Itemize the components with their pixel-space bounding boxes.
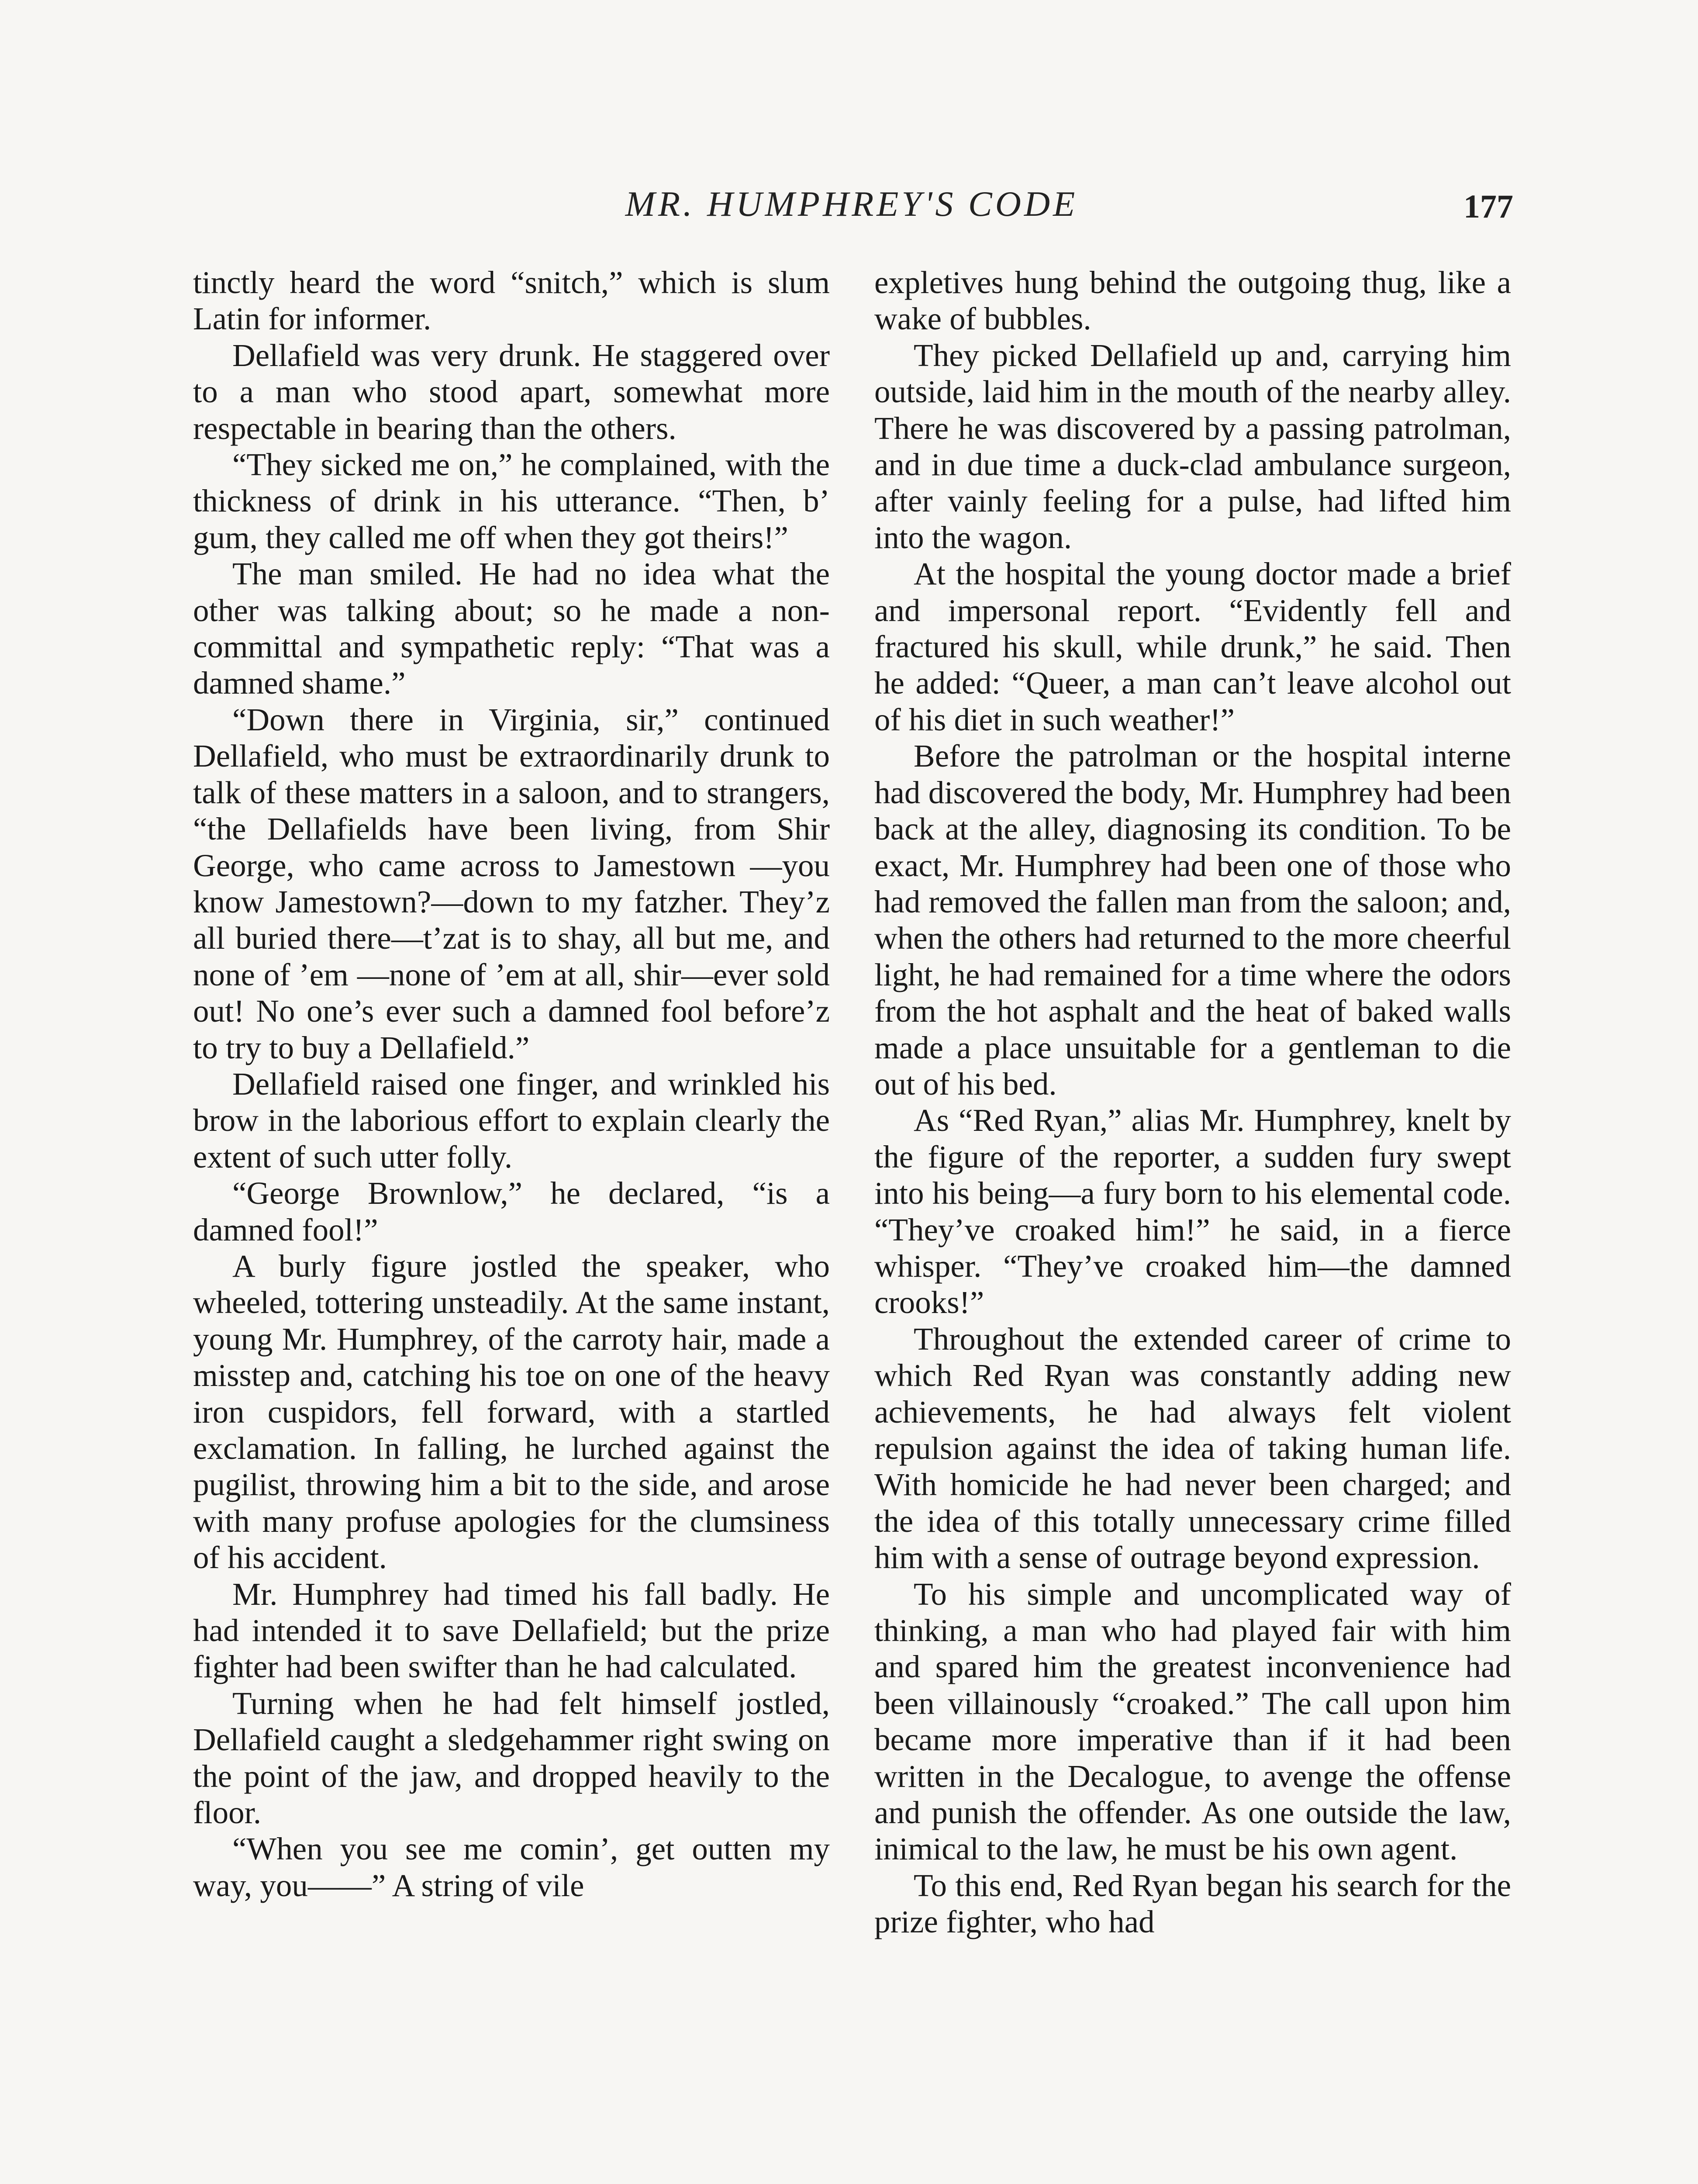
paragraph: Throughout the extended career of crime to which Red Ryan was constantly adding new achievements, he had always felt violent repulsion against the idea of taking human life. With homicide he had never been charged; and the idea of this totally unnecessary crime filled him with a sense of outrage beyond expression. xyxy=(874,1321,1511,1576)
paragraph: They picked Dellafield up and, carrying him outside, laid him in the mouth of the nearby alley. There he was discovered by a passing patrolman, and in due time a duck-clad ambulance surgeon, after vainly feeling for a pulse, had lifted him into the wagon. xyxy=(874,337,1511,555)
paragraph: tinctly heard the word “snitch,” which is slum Latin for informer. xyxy=(193,265,830,337)
page-header xyxy=(190,183,1513,236)
paragraph: At the hospital the young doctor made a brief and impersonal report. “Evidently fell and fractured his skull, while drunk,” he said. Then he added: “Queer, a man can’t leave alcohol out of his diet in such weather!” xyxy=(874,556,1511,737)
running-title: MR. HUMPHREY'S CODE xyxy=(625,184,1078,224)
paragraph: Before the patrolman or the hospital interne had discovered the body, Mr. Humphrey had been back at the alley, diagnosing its condition. To be exact, Mr. Humphrey had been one of those who had removed the fallen man from the saloon; and, when the others had returned to the more cheerful light, he had remained for a time where the odors from the hot asphalt and the heat of baked walls made a place unsuitable for a gentleman to die out of his bed. xyxy=(874,738,1511,1102)
paragraph: To his simple and uncomplicated way of thinking, a man who had played fair with him and spared him the greatest inconvenience had been villainously “croaked.” The call upon him became more imperative than if it had been written in the Decalogue, to avenge the offense and punish the offender. As one outside the law, inimical to the law, he must be his own agent. xyxy=(874,1576,1511,1867)
paragraph: As “Red Ryan,” alias Mr. Humphrey, knelt by the figure of the reporter, a sudden fury swept into his being—a fury born to his elemental code. “They’ve croaked him!” he said, in a fierce whisper. “They’ve croaked him—the damned crooks!” xyxy=(874,1102,1511,1320)
paragraph: “They sicked me on,” he complained, with the thickness of drink in his utterance. “Then, b’ gum, they called me off when they got theirs!” xyxy=(193,447,830,555)
left-column xyxy=(193,264,830,1904)
paragraph: To this end, Red Ryan began his search for the prize fighter, who had xyxy=(874,1867,1511,1940)
paragraph: Dellafield was very drunk. He staggered over to a man who stood apart, somewhat more respectable in bearing than the others. xyxy=(193,337,830,446)
right-column xyxy=(874,264,1511,1940)
paragraph: Turning when he had felt himself jostled, Dellafield caught a sledgehammer right swing on the point of the jaw, and dropped heavily to the floor. xyxy=(193,1685,830,1831)
page-number: 177 xyxy=(1463,188,1513,225)
paragraph: A burly figure jostled the speaker, who wheeled, tottering unsteadily. At the same instant, young Mr. Humphrey, of the carroty hair, made a misstep and, catching his toe on one of the heavy iron cuspidors, fell forward, with a startled exclamation. In falling, he lurched against the pugilist, throwing him a bit to the side, and arose with many profuse apologies for the clumsiness of his accident. xyxy=(193,1248,830,1576)
paragraph: Mr. Humphrey had timed his fall badly. He had intended it to save Dellafield; but the prize fighter had been swifter than he had calculated. xyxy=(193,1576,830,1685)
paragraph: “When you see me comin’, get outten my way, you——” A string of vile xyxy=(193,1831,830,1903)
paragraph: “Down there in Virginia, sir,” continued Dellafield, who must be extraordinarily drunk to talk of these matters in a saloon, and to strangers, “the Dellafields have been living, from Shir George, who came across to Jamestown —you know Jamestown?—down to my fatzher. They’z all buried there—t’zat is to shay, all but me, and none of ’em —none of ’em at all, shir—ever sold out! No one’s ever such a damned fool before’z to try to buy a Dellafield.” xyxy=(193,702,830,1065)
paragraph: expletives hung behind the outgoing thug, like a wake of bubbles. xyxy=(874,265,1511,337)
paragraph: Dellafield raised one finger, and wrinkled his brow in the laborious effort to explain clearly the extent of such utter folly. xyxy=(193,1066,830,1175)
paragraph: “George Brownlow,” he declared, “is a damned fool!” xyxy=(193,1175,830,1248)
paragraph: The man smiled. He had no idea what the other was talking about; so he made a non-committal and sympathetic reply: “That was a damned shame.” xyxy=(193,556,830,701)
